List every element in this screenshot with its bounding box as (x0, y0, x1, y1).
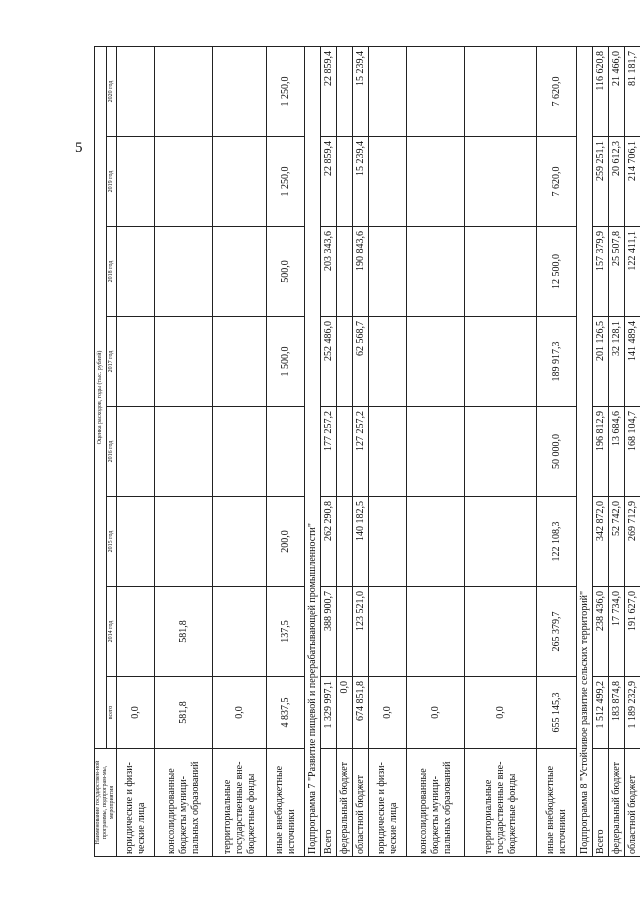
row-label: консолидированные бюджеты муници-пальных образований (155, 749, 213, 857)
value-cell: 15 239,4 (353, 46, 369, 136)
header-year-7: 2020 год (107, 46, 117, 136)
value-cell (465, 46, 537, 136)
value-cell: 201 126,5 (593, 317, 609, 407)
table-row (593, 46, 609, 856)
value-cell (155, 317, 213, 407)
value-cell: 655 145,3 (537, 677, 577, 749)
value-cell (213, 227, 267, 317)
value-cell (407, 46, 465, 136)
value-cell: 1 512 499,2 (593, 677, 609, 749)
value-cell (155, 407, 213, 497)
value-cell (465, 227, 537, 317)
row-label: областной бюджет (353, 749, 369, 857)
value-cell: 141 489,4 (625, 317, 640, 407)
value-cell: 183 874,8 (609, 677, 625, 749)
value-cell: 81 181,7 (625, 46, 640, 136)
value-cell: 581,8 (155, 587, 213, 677)
value-cell (465, 497, 537, 587)
value-cell: 252 486,0 (321, 317, 337, 407)
value-cell: 238 436,0 (593, 587, 609, 677)
value-cell (407, 137, 465, 227)
header-year-2: 2015 год (107, 497, 117, 587)
value-cell: 0,0 (117, 677, 155, 749)
budget-table (94, 46, 640, 857)
value-cell (117, 46, 155, 136)
value-cell: 1 250,0 (267, 46, 305, 136)
value-cell: 123 521,0 (353, 587, 369, 677)
value-cell: 7 620,0 (537, 46, 577, 136)
header-year-3: 2016 год (107, 407, 117, 497)
value-cell (117, 587, 155, 677)
value-cell: 25 507,8 (609, 227, 625, 317)
value-cell: 1 329 997,1 (321, 677, 337, 749)
value-cell (117, 137, 155, 227)
row-label: Всего (593, 749, 609, 857)
value-cell (369, 587, 407, 677)
value-cell (407, 227, 465, 317)
value-cell (369, 137, 407, 227)
value-cell (369, 46, 407, 136)
value-cell: 0,0 (369, 677, 407, 749)
value-cell (407, 317, 465, 407)
table-row (465, 46, 537, 856)
value-cell (407, 497, 465, 587)
value-cell (407, 587, 465, 677)
budget-table-container (94, 47, 640, 857)
value-cell (213, 317, 267, 407)
value-cell (465, 407, 537, 497)
value-cell: 122 108,3 (537, 497, 577, 587)
table-row (321, 46, 337, 856)
row-label: территориальные государственные вне-бюджетные фонды (465, 749, 537, 857)
table-row (609, 46, 625, 856)
subprogram-row (305, 46, 321, 856)
value-cell (337, 587, 353, 677)
value-cell: 127 257,2 (353, 407, 369, 497)
value-cell: 4 837,5 (267, 677, 305, 749)
value-cell: 265 379,7 (537, 587, 577, 677)
row-label: федеральный бюджет (337, 749, 353, 857)
row-label: территориальные государственные вне-бюджетные фонды (213, 749, 267, 857)
header-year-5: 2018 год (107, 227, 117, 317)
value-cell: 196 812,9 (593, 407, 609, 497)
value-cell: 214 706,1 (625, 137, 640, 227)
table-row (625, 46, 640, 856)
table-row (369, 46, 407, 856)
value-cell (213, 497, 267, 587)
row-label: иные внебюджетные источники (537, 749, 577, 857)
value-cell: 342 872,0 (593, 497, 609, 587)
value-cell: 191 627,0 (625, 587, 640, 677)
row-label: консолидированные бюджеты муници-пальных образований (407, 749, 465, 857)
value-cell (117, 497, 155, 587)
value-cell (407, 407, 465, 497)
value-cell: 22 859,4 (321, 46, 337, 136)
value-cell: 0,0 (337, 677, 353, 749)
value-cell: 0,0 (407, 677, 465, 749)
value-cell (337, 407, 353, 497)
value-cell: 203 343,6 (321, 227, 337, 317)
value-cell (267, 407, 305, 497)
value-cell: 177 257,2 (321, 407, 337, 497)
row-label: юридические и физи-ческие лица (369, 749, 407, 857)
subprogram-row (577, 46, 593, 856)
subprogram-title: Подпрограмма 7 "Развитие пищевой и перерабатывающей промышленности" (305, 46, 321, 856)
value-cell (369, 227, 407, 317)
header-year-0: всего (107, 677, 117, 749)
value-cell: 168 104,7 (625, 407, 640, 497)
value-cell: 32 128,1 (609, 317, 625, 407)
header-year-6: 2019 год (107, 137, 117, 227)
header-year-1: 2014 год (107, 587, 117, 677)
value-cell: 674 851,8 (353, 677, 369, 749)
table-row (337, 46, 353, 856)
value-cell: 50 000,0 (537, 407, 577, 497)
row-label: иные внебюджетные источники (267, 749, 305, 857)
value-cell: 1 500,0 (267, 317, 305, 407)
value-cell: 388 900,7 (321, 587, 337, 677)
value-cell (337, 317, 353, 407)
table-row (267, 46, 305, 856)
header-year-4: 2017 год (107, 317, 117, 407)
value-cell (213, 587, 267, 677)
subprogram-title: Подпрограмма 8 "Устойчивое развитие сельских территорий" (577, 46, 593, 856)
value-cell: 500,0 (267, 227, 305, 317)
table-row (407, 46, 465, 856)
value-cell: 157 379,9 (593, 227, 609, 317)
value-cell: 52 742,0 (609, 497, 625, 587)
value-cell (369, 497, 407, 587)
value-cell: 262 290,8 (321, 497, 337, 587)
table-row (353, 46, 369, 856)
value-cell (213, 46, 267, 136)
value-cell: 22 859,4 (321, 137, 337, 227)
value-cell (465, 317, 537, 407)
value-cell: 581,8 (155, 677, 213, 749)
value-cell (213, 407, 267, 497)
value-cell (465, 587, 537, 677)
value-cell: 259 251,1 (593, 137, 609, 227)
value-cell: 21 466,0 (609, 46, 625, 136)
value-cell: 12 500,0 (537, 227, 577, 317)
value-cell (337, 497, 353, 587)
value-cell (337, 46, 353, 136)
value-cell: 15 239,4 (353, 137, 369, 227)
table-row (213, 46, 267, 856)
row-label: юридические и физи-ческие лица (117, 749, 155, 857)
value-cell (369, 317, 407, 407)
value-cell: 0,0 (213, 677, 267, 749)
row-label: Всего (321, 749, 337, 857)
value-cell: 116 620,8 (593, 46, 609, 136)
row-label: областной бюджет (625, 749, 640, 857)
table-row (537, 46, 577, 856)
value-cell (465, 137, 537, 227)
table-row (155, 46, 213, 856)
value-cell (155, 137, 213, 227)
value-cell (155, 227, 213, 317)
value-cell: 190 843,6 (353, 227, 369, 317)
value-cell: 17 734,0 (609, 587, 625, 677)
header-name-column: Наименование государствен-ной программы, подпрограм-мы, мероприятия (95, 749, 117, 857)
value-cell: 189 917,3 (537, 317, 577, 407)
value-cell (337, 137, 353, 227)
value-cell: 269 712,9 (625, 497, 640, 587)
value-cell: 122 411,1 (625, 227, 640, 317)
value-cell: 200,0 (267, 497, 305, 587)
value-cell: 137,5 (267, 587, 305, 677)
value-cell: 7 620,0 (537, 137, 577, 227)
row-label: федеральный бюджет (609, 749, 625, 857)
value-cell (213, 137, 267, 227)
value-cell (117, 317, 155, 407)
value-cell: 1 189 232,9 (625, 677, 640, 749)
value-cell (155, 497, 213, 587)
value-cell: 13 684,6 (609, 407, 625, 497)
value-cell: 140 182,5 (353, 497, 369, 587)
header-cost-group: Оценка расходов, годы (тыс. рублей) (95, 46, 107, 748)
table-row (117, 46, 155, 856)
value-cell: 20 612,3 (609, 137, 625, 227)
value-cell: 62 568,7 (353, 317, 369, 407)
value-cell (337, 227, 353, 317)
value-cell (369, 407, 407, 497)
value-cell: 1 250,0 (267, 137, 305, 227)
page-number: 5 (75, 140, 83, 156)
value-cell: 0,0 (465, 677, 537, 749)
value-cell (117, 227, 155, 317)
value-cell (117, 407, 155, 497)
value-cell (155, 46, 213, 136)
